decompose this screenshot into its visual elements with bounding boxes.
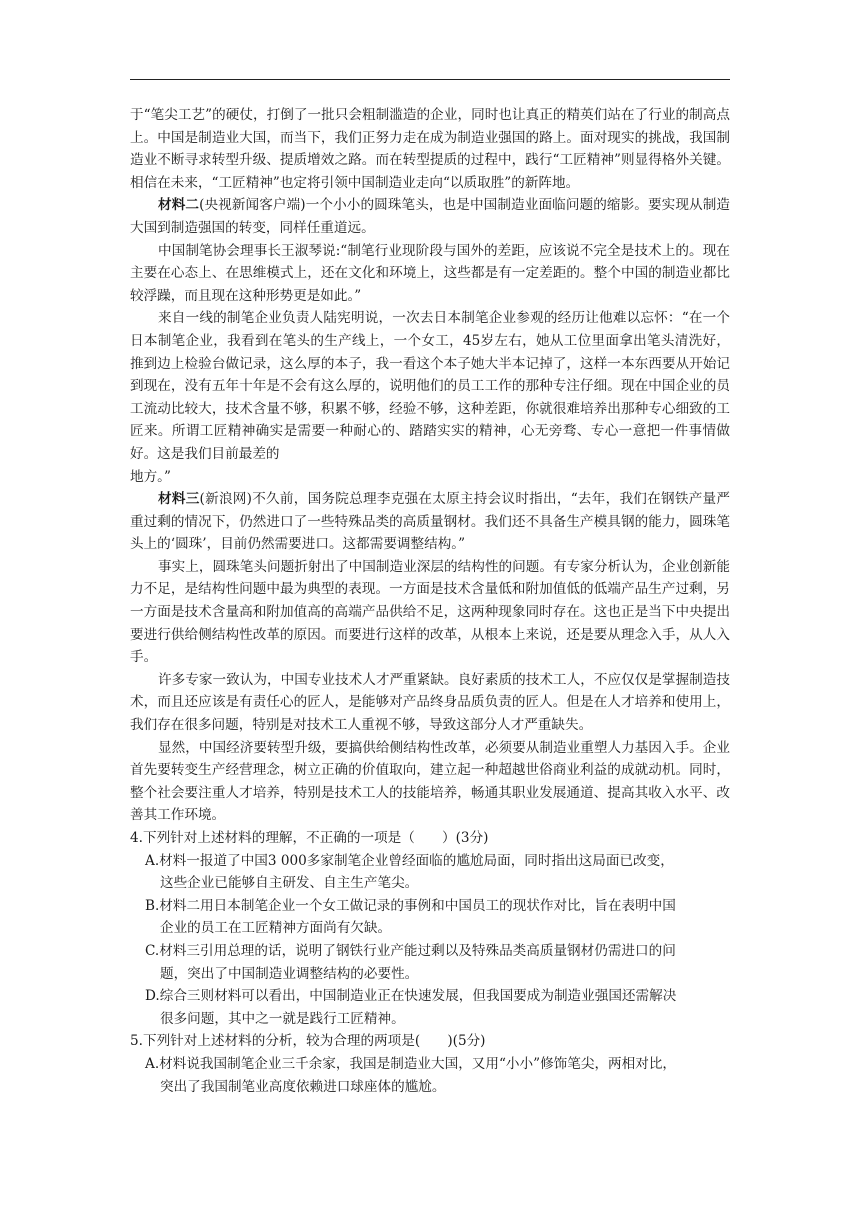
paragraph-7: 许多专家一致认为，中国专业技术人才严重紧缺。良好素质的技术工人，不应仅仅是掌握制造技术，而且还应该是有责任心的匠人，是能够对产品终身品质负责的匠人。但是在人才培养和使用上，我们存在很多问题，特别是对技术工人重视不够，导致这部分人才严重缺失。 [130,671,730,734]
material-3-text: (新浪网)不久前，国务院总理李克强在太原主持会议时指出，“去年，我们在钢铁产量严重过剩的情况下，仍然进口了一些特殊品类的高质量钢材。我们还不具备生产模具钢的能力，圆珠笔头上的‘圆珠’，目前仍然需要进口。这都需要调整结构。” [130,491,730,553]
option-d-line-1: D.综合三则材料可以看出，中国制造业正在快速发展，但我国要成为制造业强国还需解决 [145,988,677,1005]
option-a-line-1: A.材料一报道了中国3 000多家制笔企业曾经面临的尴尬局面，同时指出这局面已改变， [145,852,674,869]
paragraph-material-3 [130,488,730,556]
paragraph-6: 事实上，圆珠笔头问题折射出了中国制造业深层的结构性的问题。有专家分析认为，企业创新能力不足，是结构性问题中最为典型的表现。一方面是技术含量低和附加值低的低端产品生产过剩，另一方面是技术含量高和附加值高的高端产品供给不足，这两种现象同时存在。这也正是当下中央提出要进行供给侧结构性改革的原因。而要进行这样的改革，从根本上来说，还是要从理念入手，从人入手。 [130,558,730,666]
question-5-option-a[interactable] [130,1053,730,1098]
paragraph-1: 于“笔尖工艺”的硬仗，打倒了一批只会粗制滥造的企业，同时也让真正的精英们站在了行业的制高点上。中国是制造业大国，而当下，我们正努力走在成为制造业强国的路上。面对现实的挑战，我国制造业不断寻求转型升级、提质增效之路。而在转型提质的过程中，践行“工匠精神”则显得格外关键。相信在未来，“工匠精神”也定将引领中国制造业走向“以质取胜”的新阵地。 [130,107,730,191]
header-rule [130,79,730,80]
option-c-line-1: C.材料三引用总理的话，说明了钢铁行业产能过剩以及特殊品类高质量钢材仍需进口的问 [145,942,676,959]
material-2-text: (央视新闻客户端)一个小小的圆珠笔头，也是中国制造业面临问题的缩影。要实现从制造大国到制造强国的转变，同样任重道远。 [130,197,731,236]
question-4-option-a[interactable] [130,850,730,895]
option-c-line-2: 题，突出了中国制造业调整结构的必要性。 [160,965,419,982]
q5-option-a-line-2: 突出了我国制笔业高度依赖进口球座体的尴尬。 [160,1078,446,1095]
material-3-label: 材料三 [158,491,200,508]
q5-option-a-line-1: A.材料说我国制笔企业三千余家，我国是制造业大国，又用“小小”修饰笔尖，两相对比， [145,1055,677,1072]
option-b-line-1: B.材料二用日本制笔企业一个女工做记录的事例和中国员工的现状作对比，旨在表明中国 [145,897,676,914]
option-d-line-2: 很多问题，其中之一就是践行工匠精神。 [160,1010,405,1027]
material-2-label: 材料二 [158,197,200,214]
question-4-stem: 4.下列针对上述材料的理解，不正确的一项是（ ）(3分) [130,830,489,846]
question-4-option-b[interactable] [130,895,730,940]
question-5-stem: 5.下列针对上述材料的分析，较为合理的两项是( )(5分) [130,1033,486,1050]
paragraph-3: 中国制笔协会理事长王淑琴说:“制笔行业现阶段与国外的差距，应该说不完全是技术上的。现在主要在心态上、在思维模式上，还在文化和环境上，这些都是有一定差距的。整个中国的制造业都比较浮躁，而且现在这种形势更是如此。” [130,242,730,304]
paragraph-4: 来自一线的制笔企业负责人陆宪明说，一次去日本制笔企业参观的经历让他难以忘怀：“在一个日本制笔企业，我看到在笔头的生产线上，一个女工，45岁左右，她从工位里面拿出笔头清洗好，推到边上检验台做记录，这么厚的本子，我一看这个本子她大半本记掉了，这样一本东西要从开始记到现在，没有五年十年是不会有这么厚的，说明他们的员工工作的那种专注仔细。现在中国企业的员工流动比较大，技术含量不够，积累不够，经验不够，这种差距，你就很难培养出那种专心细致的工匠来。所谓工匠精神确实是需要一种耐心的、踏踏实实的精神，心无旁骛、专心一意把一件事情做好。这是我们目前最差的 [130,310,730,462]
option-b-line-2: 企业的员工在工匠精神方面尚有欠缺。 [160,920,392,937]
paragraph-8: 显然，中国经济要转型升级，要搞供给侧结构性改革，必须要从制造业重塑人力基因入手。企业首先要转变生产经营理念，树立正确的价值取向，建立起一种超越世俗商业利益的成就动机。同时，整个社会要注重人才培养，特别是技术工人的技能培养，畅通其职业发展通道、提高其收入水平、改善其工作环境。 [130,739,730,824]
question-4-option-c[interactable] [130,940,730,985]
passage-content [130,104,730,1098]
question-4-option-d[interactable] [130,985,730,1030]
option-a-line-2: 这些企业已能够自主研发、自主生产笔尖。 [160,875,419,892]
paragraph-material-2 [130,194,730,239]
paragraph-4-end: 地方。” [130,468,171,485]
